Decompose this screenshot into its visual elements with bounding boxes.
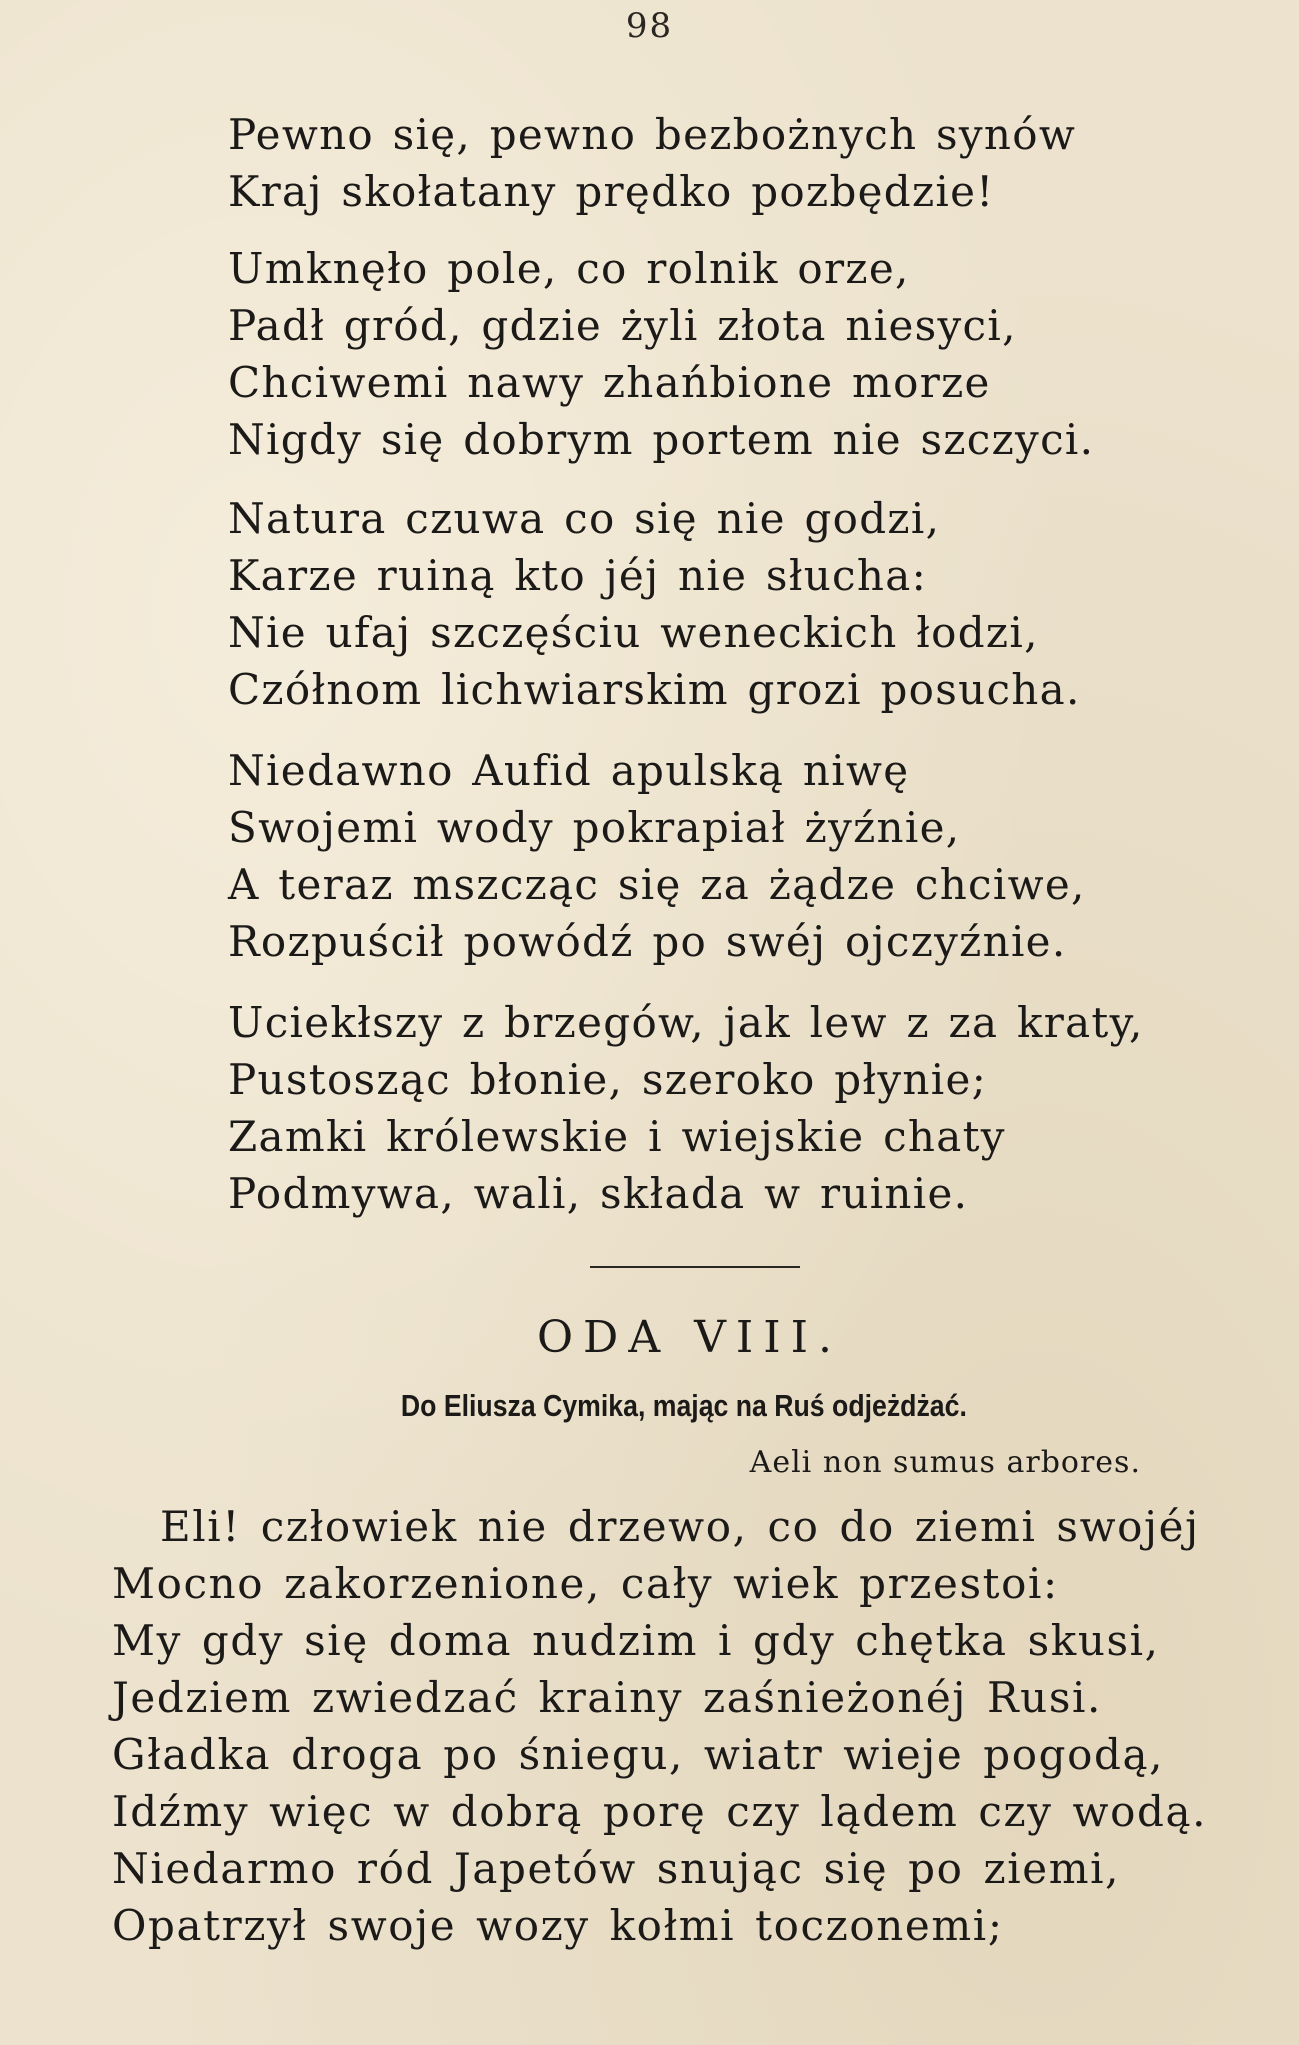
ode-body	[112, 1498, 1262, 1954]
verse-line: Uciekłszy z brzegów, jak lew z za kraty,	[228, 998, 1144, 1047]
verse-line: Karze ruiną kto jéj nie słucha:	[228, 551, 928, 600]
verse-line: Nie ufaj szczęściu weneckich łodzi,	[228, 608, 1039, 657]
stanza-2	[228, 240, 1238, 468]
page-number: 98	[625, 6, 674, 46]
verse-line: Jedziem zwiedzać krainy zaśnieżonéj Rusi.	[112, 1673, 1102, 1722]
verse-line: Gładka droga po śniegu, wiatr wieje pogodą,	[112, 1730, 1165, 1779]
verse-line: Padł gród, gdzie żyli złota niesyci,	[228, 301, 1017, 350]
ode-subtitle: Do Eliusza Cymika, mając na Ruś odjeżdżać.	[400, 1388, 967, 1423]
verse-line: Kraj skołatany prędko pozbędzie!	[228, 167, 995, 216]
verse-line: Nigdy się dobrym portem nie szczyci.	[228, 415, 1095, 464]
verse-line: Opatrzył swoje wozy kołmi toczonemi;	[112, 1901, 1004, 1950]
verse-line: Podmywa, wali, składa w ruinie.	[228, 1169, 969, 1218]
stanza-3	[228, 490, 1238, 718]
verse-line: Swojemi wody pokrapiał żyźnie,	[228, 803, 961, 852]
ode-epigraph: Aeli non sumus arbores.	[749, 1445, 1141, 1480]
ode-title: ODA VIII.	[536, 1312, 842, 1363]
stanza-4	[228, 742, 1238, 970]
verse-line: Pustosząc błonie, szeroko płynie;	[228, 1055, 988, 1104]
verse-line: Niedarmo ród Japetów snując się po ziemi,	[112, 1844, 1121, 1893]
verse-line: Mocno zakorzenione, cały wiek przestoi:	[112, 1559, 1059, 1608]
verse-line: Idźmy więc w dobrą porę czy lądem czy wodą.	[112, 1787, 1208, 1836]
verse-line: My gdy się doma nudzim i gdy chętka skusi,	[112, 1616, 1160, 1665]
stanza-1	[228, 106, 1238, 220]
verse-line: Czółnom lichwiarskim grozi posucha.	[228, 665, 1081, 714]
verse-line: Zamki królewskie i wiejskie chaty	[228, 1112, 1006, 1161]
verse-line: Niedawno Aufid apulską niwę	[228, 746, 910, 795]
verse-line: Chciwemi nawy zhańbione morze	[228, 358, 991, 407]
verse-line: Umknęło pole, co rolnik orze,	[228, 244, 910, 293]
verse-line: A teraz mszcząc się za żądze chciwe,	[228, 860, 1086, 909]
verse-line: Rozpuścił powódź po swéj ojczyźnie.	[228, 917, 1067, 966]
verse-line: Pewno się, pewno bezbożnych synów	[228, 110, 1077, 159]
stanza-5	[228, 994, 1238, 1222]
verse-line: Natura czuwa co się nie godzi,	[228, 494, 941, 543]
verse-line: Eli! człowiek nie drzewo, co do ziemi swojéj	[160, 1502, 1200, 1551]
section-divider	[590, 1266, 800, 1268]
